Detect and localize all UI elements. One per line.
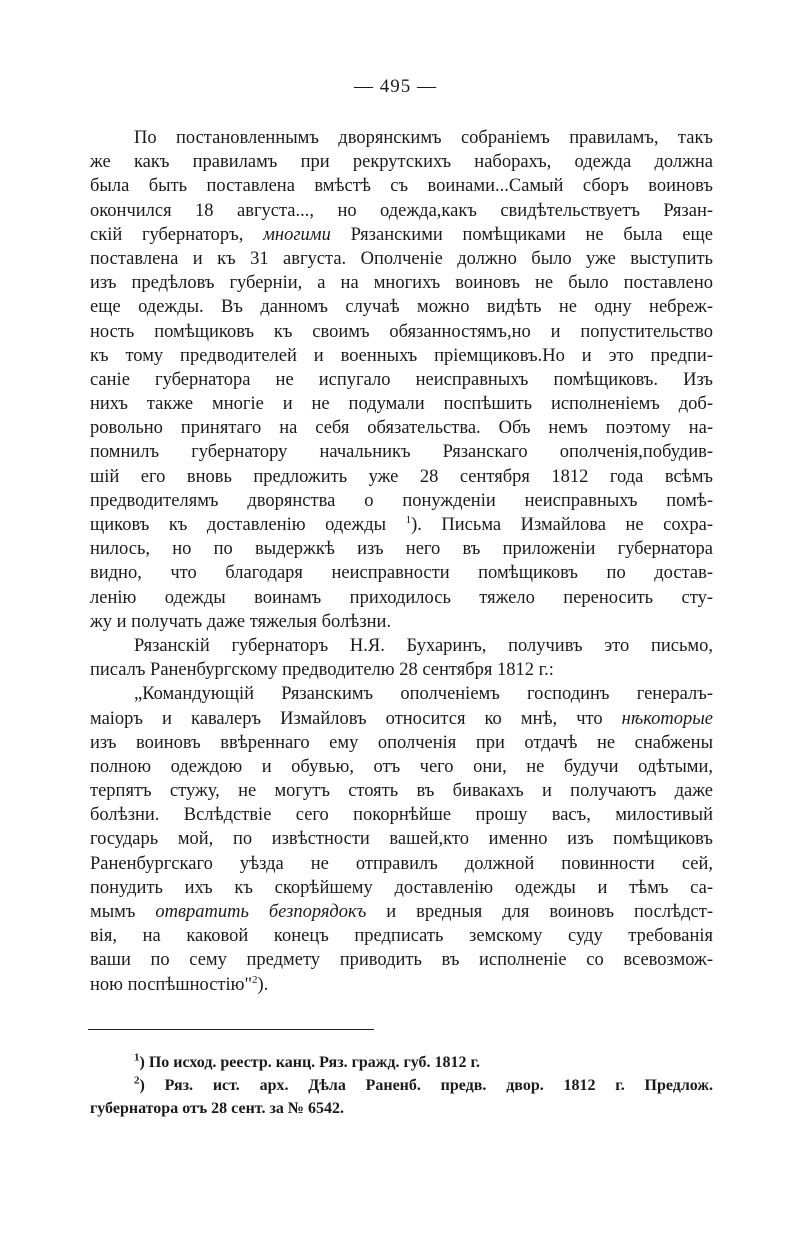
text-line: помнилъ губернатору начальникъ Рязанскаго ополченія,побудив-: [90, 442, 713, 463]
footnote-marker: 1: [134, 1051, 140, 1064]
footnote-line: [90, 1051, 713, 1074]
text-line: саніе губернатора не испугало неисправныхъ помѣщиковъ. Изъ: [90, 369, 713, 390]
text-segment: ною поспѣшностію": [90, 974, 253, 995]
text-line: [90, 973, 713, 997]
text-line: еще одежды. Въ данномъ случаѣ можно видѣть не одну небреж-: [90, 297, 713, 318]
text-line: была быть поставлена вмѣстѣ съ воинами...Самый сборъ воиновъ: [90, 176, 713, 197]
text-line: терпятъ стужу, не могутъ стоять въ бивакахъ и получаютъ даже: [90, 781, 713, 802]
text-line: Рязанскій губернаторъ Н.Я. Бухаринъ, получивъ это письмо,: [134, 635, 713, 656]
text-line: окончился 18 августа..., но одежда,какъ свидѣтельствуетъ Рязан-: [90, 200, 713, 221]
text-line: понудить ихъ къ скорѣйшему доставленію одежды и тѣмъ са-: [90, 877, 713, 898]
text-line: ваши по сему предмету приводить въ исполненіе со всевозмож-: [90, 950, 713, 971]
text-line: [90, 223, 713, 247]
text-line: ленію одежды воинамъ приходилось тяжело переносить сту-: [90, 587, 713, 608]
text-segment: Рязанскими помѣщиками не была еще: [330, 224, 713, 245]
text-segment: скій губернаторъ,: [90, 224, 264, 245]
emphasis-text: многими: [263, 224, 331, 245]
text-segment: щиковъ къ доставленію одежды: [90, 515, 406, 535]
text-line: [90, 513, 713, 537]
text-line: ность помѣщиковъ къ своимъ обязанностямъ,но и попустительство: [90, 321, 713, 342]
text-segment: маіоръ и кавалеръ Измайловъ относится ко мнѣ, что: [90, 708, 622, 729]
text-segment: и вредныя для воиновъ послѣдст-: [366, 902, 713, 922]
text-line: жу и получать даже тяжелыя болѣзни.: [90, 611, 392, 632]
text-line: къ тому предводителей и военныхъ пріемщиковъ.Но и это предпи-: [90, 345, 713, 366]
text-line: ровольно принятаго на себя обязательства. Объ немъ поэтому на-: [90, 418, 713, 439]
text-line: предводителямъ дворянства о понужденіи неисправныхъ помѣ-: [90, 490, 713, 511]
text-line: изъ предѣловъ губерніи, а на многихъ воиновъ не было поставлено: [90, 273, 713, 294]
text-line: [90, 707, 713, 731]
footnote-line: губернатора отъ 28 сент. за № 6542.: [90, 1100, 344, 1117]
page-number: — 495 —: [354, 76, 437, 97]
emphasis-text: нѣкоторые: [621, 708, 713, 729]
text-line: шій его вновь предложить уже 28 сентября 1812 года всѣмъ: [90, 466, 713, 487]
text-segment: ) По исход. реестр. канц. Ряз. гражд. губ. 1812 г.: [139, 1054, 480, 1071]
text-line: же какъ правиламъ при рекрутскихъ наборахъ, одежда должна: [90, 152, 713, 173]
text-line: поставлена и къ 31 августа. Ополченіе должно было уже выступить: [90, 248, 713, 269]
text-segment: ). Письма Измайлова не сохра-: [411, 515, 713, 535]
text-line: „Командующій Рязанскимъ ополченіемъ господинъ генералъ-: [134, 684, 713, 705]
text-line: По постановленнымъ дворянскимъ собраніемъ правиламъ, такъ: [134, 128, 713, 148]
text-line: государь мой, по извѣстности вашей,кто именно изъ помѣщиковъ: [90, 829, 713, 850]
footnote-divider: [88, 1029, 374, 1030]
text-line: Раненбургскаго уѣзда не отправилъ должной повинности сей,: [90, 853, 713, 874]
text-line: полною одеждою и обувью, отъ чего они, не будучи одѣтыми,: [90, 756, 713, 777]
text-line: видно, что благодаря неисправности помѣщиковъ по достав-: [90, 563, 713, 584]
text-line: нилось, но по выдержкѣ изъ него въ приложеніи губернатора: [90, 539, 713, 560]
text-segment: ) Ряз. ист. арх. Дѣла Раненб. предв. двор. 1812 г. Предлож.: [139, 1077, 713, 1094]
emphasis-text: отвратить безпорядокъ: [155, 902, 367, 922]
footnote-line: [90, 1074, 713, 1097]
text-segment: мымъ: [90, 902, 156, 922]
footnotes: [90, 1051, 713, 1120]
text-line: нихъ также многіе и не подумали поспѣшить исполненіемъ доб-: [90, 394, 713, 415]
text-line: болѣзни. Вслѣдствіе сего покорнѣйше прошу васъ, милостивый: [90, 805, 713, 826]
text-line: изъ воиновъ ввѣреннаго ему ополченія при отдачѣ не снабжены: [90, 732, 713, 753]
text-segment: ).: [257, 974, 269, 995]
footnote-marker: 1: [405, 513, 412, 526]
footnote-marker: 2: [252, 973, 258, 986]
main-text: [90, 126, 713, 997]
text-line: вія, на каковой конецъ предписать земскому суду требованія: [90, 926, 713, 947]
text-line: [90, 900, 713, 924]
text-line: писалъ Раненбургскому предводителю 28 сентября 1812 г.:: [90, 660, 554, 681]
footnote-marker: 2: [134, 1074, 140, 1087]
